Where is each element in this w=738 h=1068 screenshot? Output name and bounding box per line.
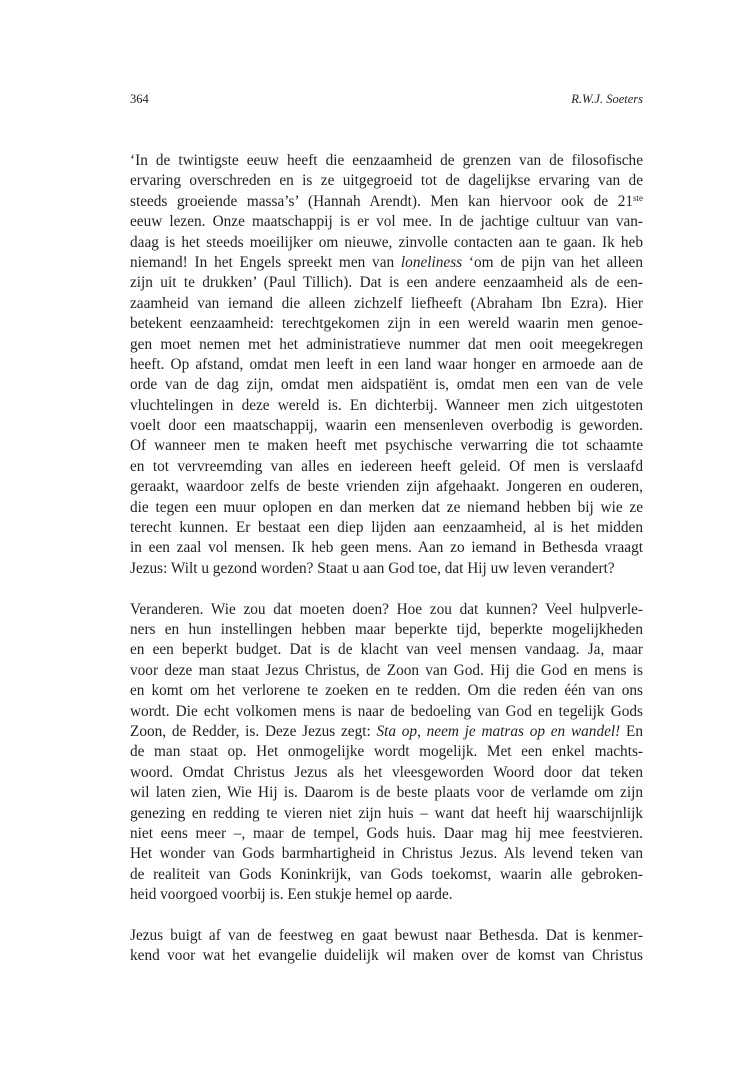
text-line	[130, 844, 643, 864]
text-run: ners en hun instellingen hebben maar beperkte tijd, beperkte mogelijkheden	[130, 620, 643, 638]
text-run: Sta op, neem je matras op en wandel!	[376, 722, 621, 740]
text-line	[130, 375, 643, 395]
text-run: ‘In de twintigste eeuw heeft die eenzaamheid de grenzen van de filosofische	[130, 152, 643, 169]
text-run: en een beperkt budget. Dat is de klacht van veel mensen vandaag. Ja, maar	[130, 641, 643, 659]
text-run: in een zaal vol mensen. Ik heb geen mens. Aan zo iemand in Bethesda vraagt	[130, 539, 643, 557]
text-run: zaamheid van iemand die alleen zichzelf liefheeft (Abraham Ibn Ezra). Hier	[130, 294, 643, 312]
text-line	[130, 600, 643, 620]
text-line	[130, 335, 643, 355]
text-line	[130, 192, 643, 212]
text-run: En	[620, 722, 643, 740]
text-line	[130, 559, 643, 579]
text-line	[130, 151, 643, 171]
text-run: vluchtelingen in deze wereld is. En dichterbij. Wanneer men zich uitgestoten	[130, 396, 643, 414]
text-run: eeuw lezen. Onze maatschappij is er vol mee. In de jachtige cultuur van van-	[130, 213, 643, 231]
text-line	[130, 294, 643, 314]
text-run: de realiteit van Gods Koninkrijk, van Gods toekomst, waarin alle gebroken-	[130, 865, 643, 883]
text-line	[130, 702, 643, 722]
text-run: terecht kunnen. Er bestaat een diep lijden aan eenzaamheid, al is het midden	[130, 519, 643, 537]
text-run: ‘om de pijn van het alleen	[462, 253, 643, 271]
text-line	[130, 804, 643, 824]
text-run: heeft. Op afstand, omdat men leeft in een land waar honger en armoede aan de	[130, 355, 643, 373]
text-line	[130, 253, 643, 273]
text-line	[130, 212, 643, 232]
text-line	[130, 436, 643, 456]
text-line	[130, 314, 643, 334]
text-run: kend voor wat het evangelie duidelijk wil maken over de komst van Christus	[130, 947, 643, 965]
text-line	[130, 722, 643, 742]
text-run: Of wanneer men te maken heeft met psychische verwarring die tot schaamte	[130, 437, 643, 455]
text-line	[130, 457, 643, 477]
text-line	[130, 498, 643, 518]
text-run: geraakt, waardoor zelfs de beste vrienden zijn afgehaakt. Jongeren en ouderen,	[130, 478, 643, 496]
text-run: steeds groeiende massa’s’ (Hannah Arendt). Men kan hiervoor ook de 21	[130, 192, 633, 210]
text-line	[130, 233, 643, 253]
text-run: en tot vervreemding van alles en iedereen heeft geleid. Of men is verslaafd	[130, 457, 643, 475]
text-run: en komt om het verlorene te zoeken en te redden. Om die reden één van ons	[130, 682, 643, 700]
text-line	[130, 396, 643, 416]
page-header	[130, 92, 643, 112]
text-run: Veranderen. Wie zou dat moeten doen? Hoe zou dat kunnen? Veel hulpverle-	[130, 600, 643, 618]
text-line	[130, 681, 643, 701]
text-run: wordt. Die echt volkomen mens is naar de bedoeling van God en tegelijk Gods	[130, 702, 643, 720]
text-line	[130, 865, 643, 885]
text-run: Jezus: Wilt u gezond worden? Staat u aan God toe, dat Hij uw leven verandert?	[130, 559, 615, 577]
text-run: ste	[633, 192, 643, 203]
text-line	[130, 661, 643, 681]
text-line	[130, 885, 643, 905]
paragraph	[130, 600, 643, 906]
text-run: daag is het steeds moeilijker om nieuwe, zinvolle contacten aan te gaan. Ik heb	[130, 233, 643, 251]
body-text	[130, 151, 643, 967]
text-run: betekent eenzaamheid: terechtgekomen zijn in een wereld waarin men genoe-	[130, 315, 643, 333]
text-line	[130, 538, 643, 558]
text-line	[130, 640, 643, 660]
text-run: de man staat op. Het onmogelijke wordt mogelijk. Met een enkel machts-	[130, 743, 643, 761]
text-run: genezing en redding te vieren niet zijn huis – want dat heeft hij waarschijnlijk	[130, 804, 643, 822]
text-line	[130, 783, 643, 803]
text-run: ervaring overschreden en is ze uitgegroeid tot de dagelijkse ervaring van de	[130, 172, 643, 190]
text-run: loneliness	[400, 253, 463, 271]
text-line	[130, 273, 643, 293]
text-run: heid voorgoed voorbij is. Een stukje hemel op aarde.	[130, 886, 453, 904]
text-line	[130, 946, 643, 966]
text-line	[130, 416, 643, 436]
text-run: voor deze man staat Jezus Christus, de Zoon van God. Hij die God en mens is	[130, 661, 643, 679]
text-run: niemand! In het Engels spreekt men van	[130, 253, 401, 271]
text-run: Jezus buigt af van de feestweg en gaat bewust naar Bethesda. Dat is kenmer-	[130, 926, 643, 944]
running-head: R.W.J. Soeters	[571, 92, 643, 106]
page-number: 364	[130, 92, 149, 106]
text-run: niet eens meer –, maar de tempel, Gods huis. Daar mag hij mee feestvieren.	[130, 824, 643, 842]
text-run: Zoon, de Redder, is. Deze Jezus zegt:	[130, 722, 377, 740]
paragraph-gap	[130, 579, 643, 599]
text-run: gen moet nemen met het administratieve nummer dat men ooit meegekregen	[130, 335, 643, 353]
text-line	[130, 171, 643, 191]
text-run: orde van de dag zijn, omdat men aidspatiënt is, omdat men een van de vele	[130, 376, 643, 394]
text-run: wil laten zien, Wie Hij is. Daarom is de beste plaats voor de verlamde om zijn	[130, 784, 643, 802]
text-line	[130, 824, 643, 844]
text-line	[130, 518, 643, 538]
paragraph	[130, 926, 643, 967]
text-line	[130, 620, 643, 640]
text-run: voelt door een maatschappij, waarin een mensenleven overbodig is geworden.	[130, 417, 643, 435]
text-line	[130, 926, 643, 946]
paragraph	[130, 151, 643, 579]
text-line	[130, 763, 643, 783]
text-line	[130, 355, 643, 375]
text-run: zijn uit te drukken’ (Paul Tillich). Dat is een andere eenzaamheid als de een-	[130, 274, 643, 292]
text-run: woord. Omdat Christus Jezus als het vleesgeworden Woord door dat teken	[130, 763, 643, 781]
text-line	[130, 477, 643, 497]
text-line	[130, 742, 643, 762]
paragraph-gap	[130, 905, 643, 925]
text-run: Het wonder van Gods barmhartigheid in Christus Jezus. Als levend teken van	[130, 845, 643, 863]
text-run: die tegen een muur oplopen en dan merken dat ze niemand hebben bij wie ze	[130, 498, 643, 516]
